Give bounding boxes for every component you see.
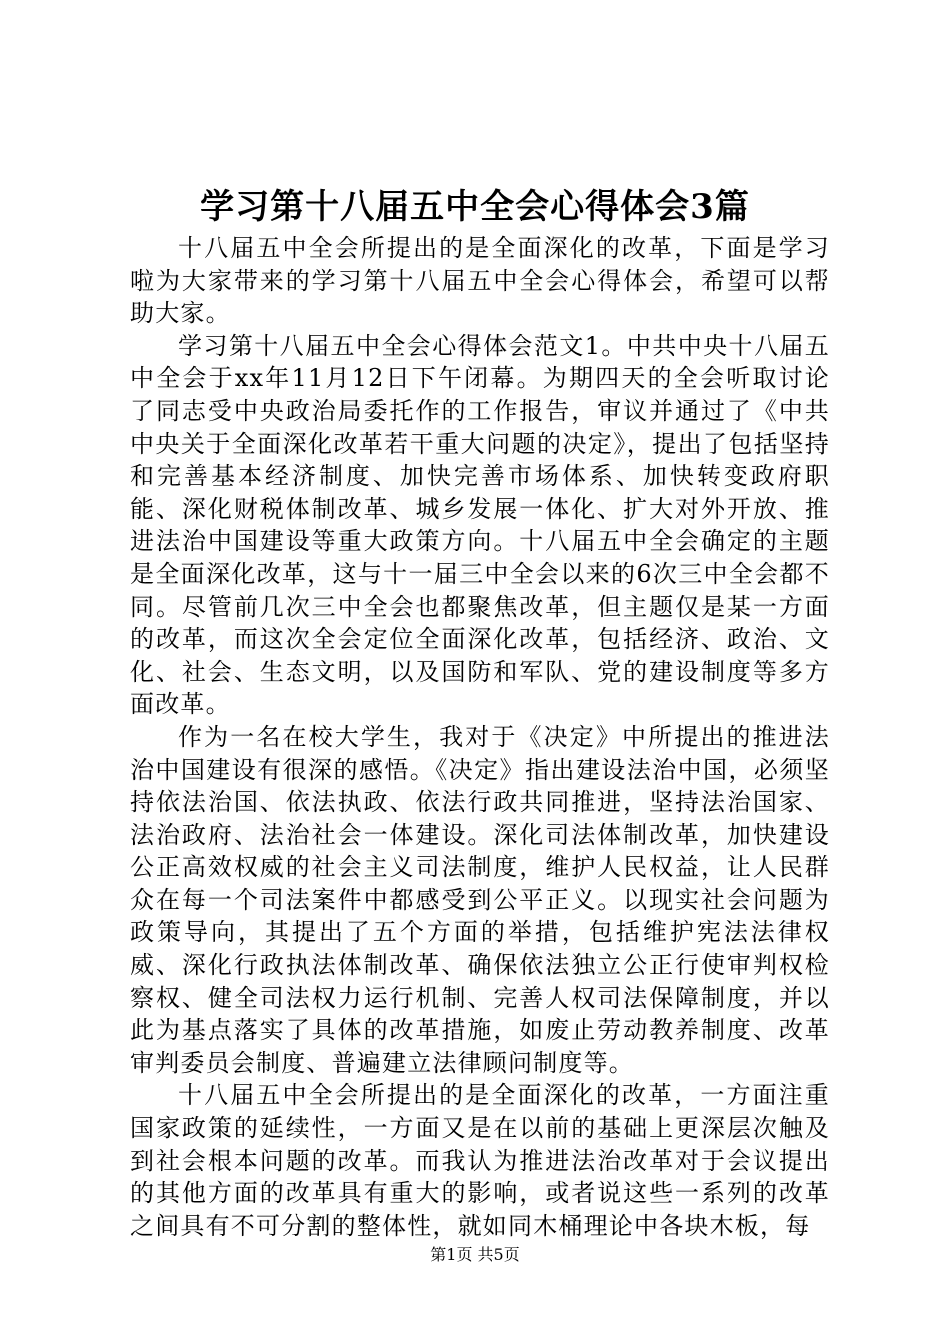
- page-footer: 第1页 共5页: [430, 1245, 520, 1264]
- paragraph-rule-of-law: 作为一名在校大学生，我对于《决定》中所提出的推进法治中国建设有很深的感悟。《决定》指出建设法治中国，必须坚持依法治国、依法执政、依法行政共同推进，坚持法治国家、法治政府、法治社会一体建设。深化司法体制改革，加快建设公正高效权威的社会主义司法制度，维护人民权益，让人民群众在每一个司法案件中都感受到公平正义。以现实社会问题为政策导向，其提出了五个方面的举措，包括维护宪法法律权威、深化行政执法体制改革、确保依法独立公正行使审判权检察权、健全司法权力运行机制、完善人权司法保障制度，并以此为基点落实了具体的改革措施，如废止劳动教养制度、改革审判委员会制度、普遍建立法律顾问制度等。: [130, 722, 830, 1077]
- document-body: [130, 232, 830, 1242]
- paragraph-sample-1: 学习第十八届五中全会心得体会范文1。中共中央十八届五中全会于xx年11月12日下午闭幕。为期四天的全会听取讨论了同志受中央政治局委托作的工作报告，审议并通过了《中共中央关于全面深化改革若干重大问题的决定》，提出了包括坚持和完善基本经济制度、加快完善市场体系、加快转变政府职能、深化财税体制改革、城乡发展一体化、扩大对外开放、推进法治中国建设等重大政策方向。十八届五中全会确定的主题是全面深化改革，这与十一届三中全会以来的6次三中全会都不同。尽管前几次三中全会也都聚焦改革，但主题仅是某一方面的改革，而这次全会定位全面深化改革，包括经济、政治、文化、社会、生态文明，以及国防和军队、党的建设制度等多方面改革。: [130, 331, 830, 719]
- paragraph-comprehensive-reform: 十八届五中全会所提出的是全面深化的改革，一方面注重国家政策的延续性，一方面又是在以前的基础上更深层次触及到社会根本问题的改革。而我认为推进法治改革对于会议提出的其他方面的改革具有重大的影响，或者说这些一系列的改革之间具有不可分割的整体性，就如同木桶理论中各块木板，每: [130, 1081, 830, 1240]
- paragraph-intro: 十八届五中全会所提出的是全面深化的改革，下面是学习啦为大家带来的学习第十八届五中全会心得体会，希望可以帮助大家。: [130, 234, 830, 328]
- document-title: 学习第十八届五中全会心得体会3篇: [200, 186, 750, 227]
